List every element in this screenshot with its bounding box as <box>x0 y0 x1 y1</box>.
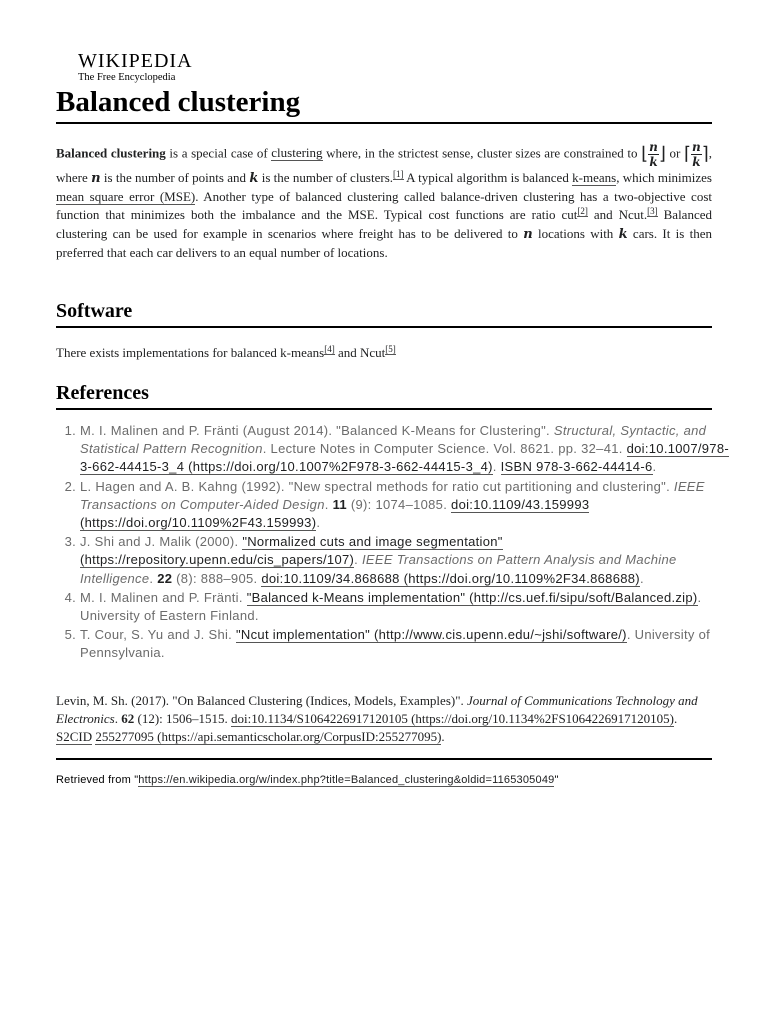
reference-text: M. I. Malinen and P. Fränti (August 2014). "Balanced K-Means for Clustering". <box>80 423 554 438</box>
reference-text: . <box>492 459 501 475</box>
citation-journal: Journal of Communications Technology and Electronics <box>56 693 698 727</box>
intro-text: is the number of points and <box>100 170 250 185</box>
fraction-n-over-k <box>648 140 659 169</box>
wikipedia-wordmark: WIKIPEDIA <box>78 50 193 72</box>
section-heading-references: References <box>56 380 712 410</box>
floor-left-bracket: ⌊ <box>641 143 649 165</box>
wikipedia-logo[interactable] <box>78 50 193 84</box>
reference-item <box>80 533 736 588</box>
retrieved-from-line <box>56 773 712 787</box>
reference-journal: IEEE Transactions on Pattern Analysis and Machine Intelligence <box>80 552 677 586</box>
reference-text: . University of Eastern Finland. <box>80 589 702 624</box>
citation-text: . <box>114 711 122 727</box>
citation-text: (12): 1506–1515. <box>134 711 232 727</box>
floor-right-bracket: ⌋ <box>658 143 666 165</box>
intro-text: is the number of clusters. <box>258 170 394 185</box>
link-k-means[interactable]: k-means <box>572 170 617 185</box>
reference-text: T. Cour, S. Yu and J. Shi. <box>80 627 237 643</box>
software-text: and Ncut <box>334 345 386 360</box>
reference-text: . University of Pennsylvania. <box>80 627 711 661</box>
link-clustering[interactable]: clustering <box>271 145 323 161</box>
reference-text: J. Shi and J. Malik (2000). <box>80 534 243 550</box>
intro-bold-term: Balanced clustering <box>56 145 166 161</box>
reference-item <box>80 626 736 662</box>
reference-text: (9): 1074–1085. <box>346 496 452 512</box>
retrieved-url-link[interactable]: https://en.wikipedia.org/w/index.php?title=Balanced_clustering&oldid=1165305049 <box>138 774 555 786</box>
intro-text: , where <box>56 145 712 185</box>
retrieved-suffix: " <box>554 774 559 786</box>
doi-link[interactable]: doi:10.1134/S1064226917120105 (https://doi.org/10.1134%2FS1064226917120105) <box>231 711 674 727</box>
reference-title-link[interactable]: "Balanced k-Means implementation" (http://cs.uef.fi/sipu/soft/Balanced.zip) <box>246 589 698 605</box>
s2cid-link[interactable]: 255277095 (https://api.semanticscholar.org/CorpusID:255277095) <box>95 729 442 745</box>
citation-text: . <box>674 711 678 727</box>
math-var-k: k <box>249 171 259 186</box>
citation-5[interactable]: [5] <box>385 343 396 354</box>
doi-link[interactable]: doi:10.1109/34.868688 (https://doi.org/10.1109%2F34.868688) <box>261 570 640 586</box>
reference-text: . <box>354 552 362 568</box>
reference-text: M. I. Malinen and P. Fränti. <box>80 589 247 605</box>
intro-text: A typical algorithm is balanced <box>403 170 573 185</box>
reference-volume: 11 <box>332 496 347 512</box>
citation-text: . <box>441 729 445 745</box>
reference-title-link[interactable]: "Normalized cuts and image segmentation" (https://repository.upenn.edu/cis_papers/107) <box>80 534 503 568</box>
doi-link[interactable]: doi:10.1109/43.159993 (https://doi.org/10.1109%2F43.159993) <box>80 496 590 531</box>
intro-text: . Another type of balanced clustering called balance-driven clustering has a two-objective cost function that minimizes both the imbalance and the MSE. Typical cost functions are ratio cut <box>56 189 712 223</box>
software-text: There exists implementations for balanced k-means <box>56 345 325 360</box>
reference-item <box>80 478 736 533</box>
fraction-numerator: n <box>649 140 658 154</box>
reference-text: (8): 888–905. <box>172 570 262 586</box>
intro-text: and Ncut. <box>587 207 648 223</box>
reference-text: . <box>316 515 321 531</box>
math-var-n: n <box>523 226 533 242</box>
reference-text: . <box>149 570 158 586</box>
fraction-denominator: k <box>649 155 658 169</box>
reference-item <box>80 589 736 625</box>
citation-1[interactable]: [1] <box>393 168 404 179</box>
reference-list <box>56 422 736 664</box>
retrieved-prefix: Retrieved from " <box>56 774 139 786</box>
software-paragraph <box>56 344 712 362</box>
intro-text: is a special case of <box>165 145 272 161</box>
reference-text: . <box>639 570 644 586</box>
citation-text: Levin, M. Sh. (2017). "On Balanced Clustering (Indices, Models, Examples)". <box>56 693 468 708</box>
intro-paragraph <box>56 140 712 262</box>
link-mean-square-error[interactable]: mean square error (MSE) <box>56 189 196 205</box>
intro-text: or <box>665 145 684 161</box>
isbn-link[interactable]: ISBN 978-3-662-44414-6 <box>500 459 653 475</box>
page-title: Balanced clustering <box>56 82 712 124</box>
intro-text: cars. It is then preferred that each car delivers to an equal number of locations. <box>56 225 713 260</box>
citation-volume: 62 <box>121 711 135 727</box>
citation-4[interactable]: [4] <box>324 343 335 354</box>
doi-link[interactable]: doi:10.1007/978-3-662-44415-3_4 (https://doi.org/10.1007%2F978-3-662-44415-3_4) <box>80 441 729 475</box>
math-var-k: k <box>618 226 628 242</box>
reference-text: . <box>324 496 333 512</box>
intro-text: where, in the strictest sense, cluster sizes are constrained to <box>322 145 642 161</box>
reference-item <box>80 422 736 477</box>
intro-text: locations with <box>532 225 619 241</box>
citation-3[interactable]: [3] <box>647 206 658 217</box>
wikipedia-tagline: The Free Encyclopedia <box>78 72 176 83</box>
reference-text: . <box>652 459 657 475</box>
reference-journal: IEEE Transactions on Computer-Aided Design <box>80 478 705 512</box>
s2cid-label-link[interactable]: S2CID <box>56 729 93 745</box>
fraction-n-over-k-ceil <box>691 140 702 169</box>
math-var-n: n <box>91 171 101 186</box>
reference-title-link[interactable]: "Ncut implementation" (http://www.cis.upenn.edu/~jshi/software/) <box>236 627 627 643</box>
reference-text: L. Hagen and A. B. Kahng (1992). "New spectral methods for ratio cut partitioning and clustering". <box>80 478 674 494</box>
reference-volume: 22 <box>157 570 173 586</box>
fraction-numerator: n <box>691 140 701 154</box>
intro-text: , which minimizes <box>616 170 712 185</box>
ceil-left-bracket: ⌈ <box>683 143 691 165</box>
citation-2[interactable]: [2] <box>577 206 588 217</box>
ceil-right-bracket: ⌉ <box>701 143 709 165</box>
footer-divider <box>56 758 712 760</box>
further-reading-citation <box>56 692 712 747</box>
reference-journal: Structural, Syntactic, and Statistical Pattern Recognition <box>80 423 707 457</box>
fraction-denominator: k <box>692 155 701 169</box>
intro-text: Balanced clustering can be used for example in scenarios where freight has to be delivered to <box>56 207 712 241</box>
section-heading-software: Software <box>56 298 712 328</box>
reference-text: . Lecture Notes in Computer Science. Vol. 8621. pp. 32–41. <box>262 441 627 457</box>
